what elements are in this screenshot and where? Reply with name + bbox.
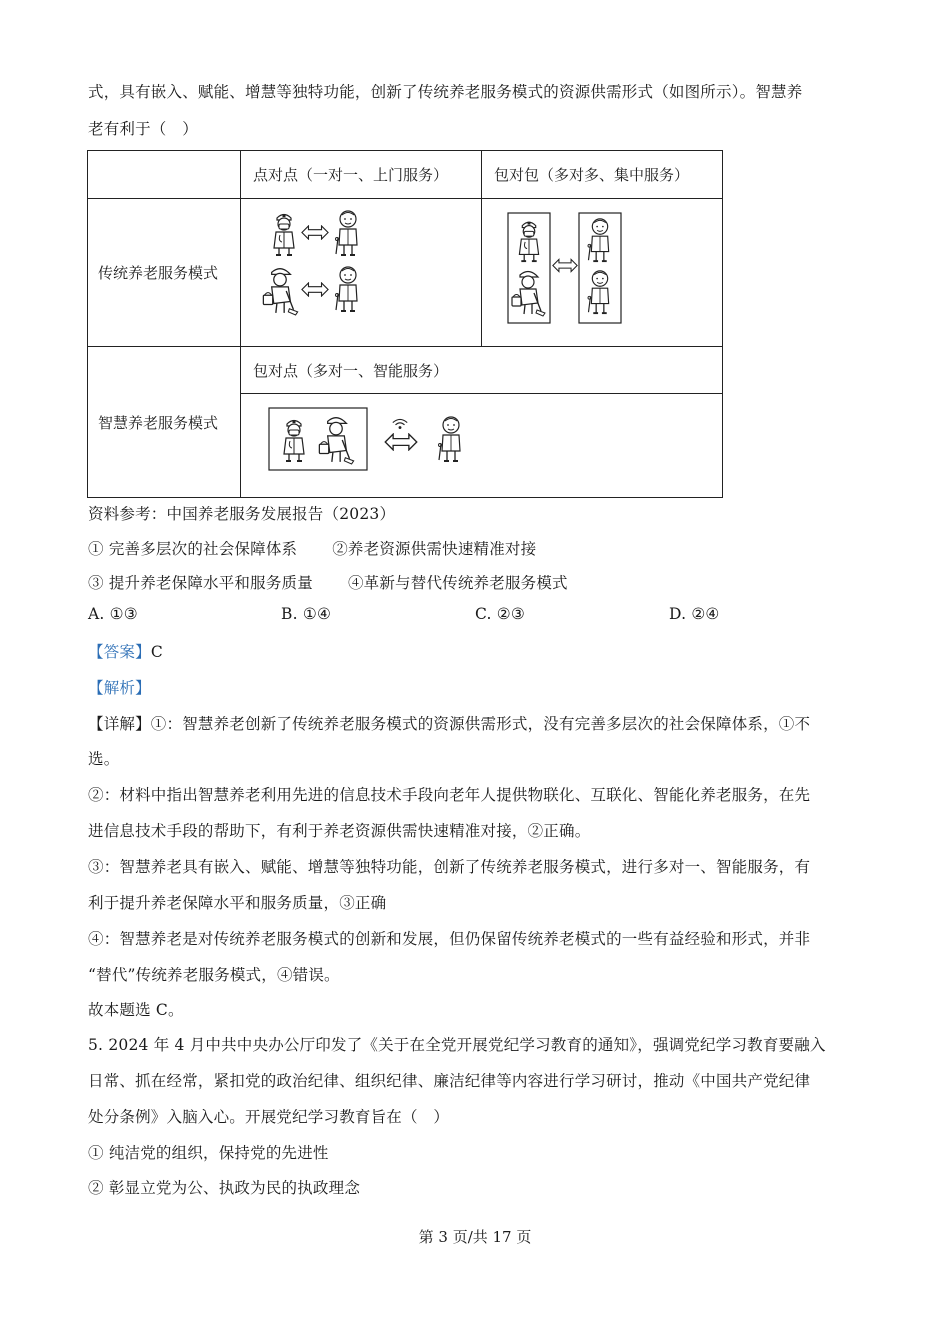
q5-line-3: 处分条例》入脑入心。开展党纪学习教育旨在（ ） xyxy=(88,1108,450,1126)
smart-illustration xyxy=(241,394,723,498)
answer-tag: 【答案】 xyxy=(88,643,151,661)
choice-c: C. ②③ xyxy=(475,605,525,623)
choice-a: A. ①③ xyxy=(88,605,138,623)
elder-icon xyxy=(588,270,609,312)
elder-icon xyxy=(588,218,609,260)
figure-source: 资料参考：中国养老服务发展报告（2023） xyxy=(88,505,396,523)
doctor-icon xyxy=(284,420,304,461)
detail-1b: 选。 xyxy=(88,750,120,768)
doctor-icon xyxy=(519,221,538,260)
detail-2b: 进信息技术手段的帮助下，有利于养老资源供需快速精准对接，②正确。 xyxy=(88,822,591,840)
detail-4b: “替代”传统养老服务模式，④错误。 xyxy=(88,966,340,984)
elderly-care-model-table xyxy=(87,150,723,498)
analysis-tag: 【解析】 xyxy=(88,679,151,697)
intro-line-1: 式，具有嵌入、赋能、增慧等独特功能，创新了传统养老服务模式的资源供需形式（如图所示）。智慧养 xyxy=(88,83,803,101)
cleaner-icon xyxy=(319,417,353,463)
option-1: ① 完善多层次的社会保障体系 xyxy=(88,540,298,558)
double-arrow-icon xyxy=(302,282,328,295)
q5-line-2: 日常、抓在经常，紧扣党的政治纪律、组织纪律、廉洁纪律等内容进行学习研讨，推动《中国共产党纪律 xyxy=(88,1072,811,1090)
q5-line-1: 5. 2024 年 4 月中共中央办公厅印发了《关于在全党开展党纪学习教育的通知》，强调党纪学习教育要融入 xyxy=(88,1036,826,1054)
q5-option-2: ② 彰显立党为公、执政为民的执政理念 xyxy=(88,1179,361,1197)
option-row-1 xyxy=(88,537,536,559)
elder-icon xyxy=(336,211,358,255)
table-corner-cell xyxy=(88,151,241,199)
q5-option-1: ① 纯洁党的组织，保持党的先进性 xyxy=(88,1144,329,1162)
header-package-to-point: 包对点（多对一、智能服务） xyxy=(241,347,723,394)
row-label-smart: 智慧养老服务模式 xyxy=(88,347,241,498)
cleaner-icon xyxy=(512,271,545,316)
page-number: 第 3 页/共 17 页 xyxy=(418,1228,532,1246)
conclusion: 故本题选 C。 xyxy=(88,1001,184,1019)
option-row-2 xyxy=(88,571,568,593)
detail-3b: 利于提升养老保障水平和服务质量，③正确 xyxy=(88,894,387,912)
choice-b: B. ①④ xyxy=(281,605,332,623)
cleaner-icon xyxy=(263,268,297,314)
answer-line xyxy=(88,640,163,662)
wifi-icon xyxy=(393,419,407,429)
intro-line-2: 老有利于（ ） xyxy=(88,120,198,138)
double-arrow-icon xyxy=(553,259,577,271)
detail-1a: 【详解】①：智慧养老创新了传统养老服务模式的资源供需形式，没有完善多层次的社会保障体系，①不 xyxy=(88,715,811,733)
detail-4a: ④：智慧养老是对传统养老服务模式的创新和发展，但仍保留传统养老模式的一些有益经验和形式，并非 xyxy=(88,930,811,948)
header-point-to-point: 点对点（一对一、上门服务） xyxy=(241,151,482,199)
detail-2a: ②：材料中指出智慧养老利用先进的信息技术手段向老年人提供物联化、互联化、智能化养老服务，在先 xyxy=(88,786,811,804)
option-3: ③ 提升养老保障水平和服务质量 xyxy=(88,574,313,592)
elder-icon xyxy=(336,267,358,311)
option-2: ②养老资源供需快速精准对接 xyxy=(332,540,537,558)
traditional-point-illustration xyxy=(241,199,482,347)
elder-icon xyxy=(439,417,461,461)
choice-d: D. ②④ xyxy=(669,605,720,623)
option-4: ④革新与替代传统养老服务模式 xyxy=(347,574,568,592)
row-label-traditional: 传统养老服务模式 xyxy=(88,199,241,347)
double-arrow-icon xyxy=(302,225,328,238)
double-arrow-icon xyxy=(385,434,417,450)
traditional-package-illustration xyxy=(482,199,723,347)
answer-value: C xyxy=(150,643,163,661)
detail-3a: ③：智慧养老具有嵌入、赋能、增慧等独特功能，创新了传统养老服务模式，进行多对一、智能服务，有 xyxy=(88,858,811,876)
doctor-icon xyxy=(274,214,294,255)
header-package-to-package: 包对包（多对多、集中服务） xyxy=(482,151,723,199)
